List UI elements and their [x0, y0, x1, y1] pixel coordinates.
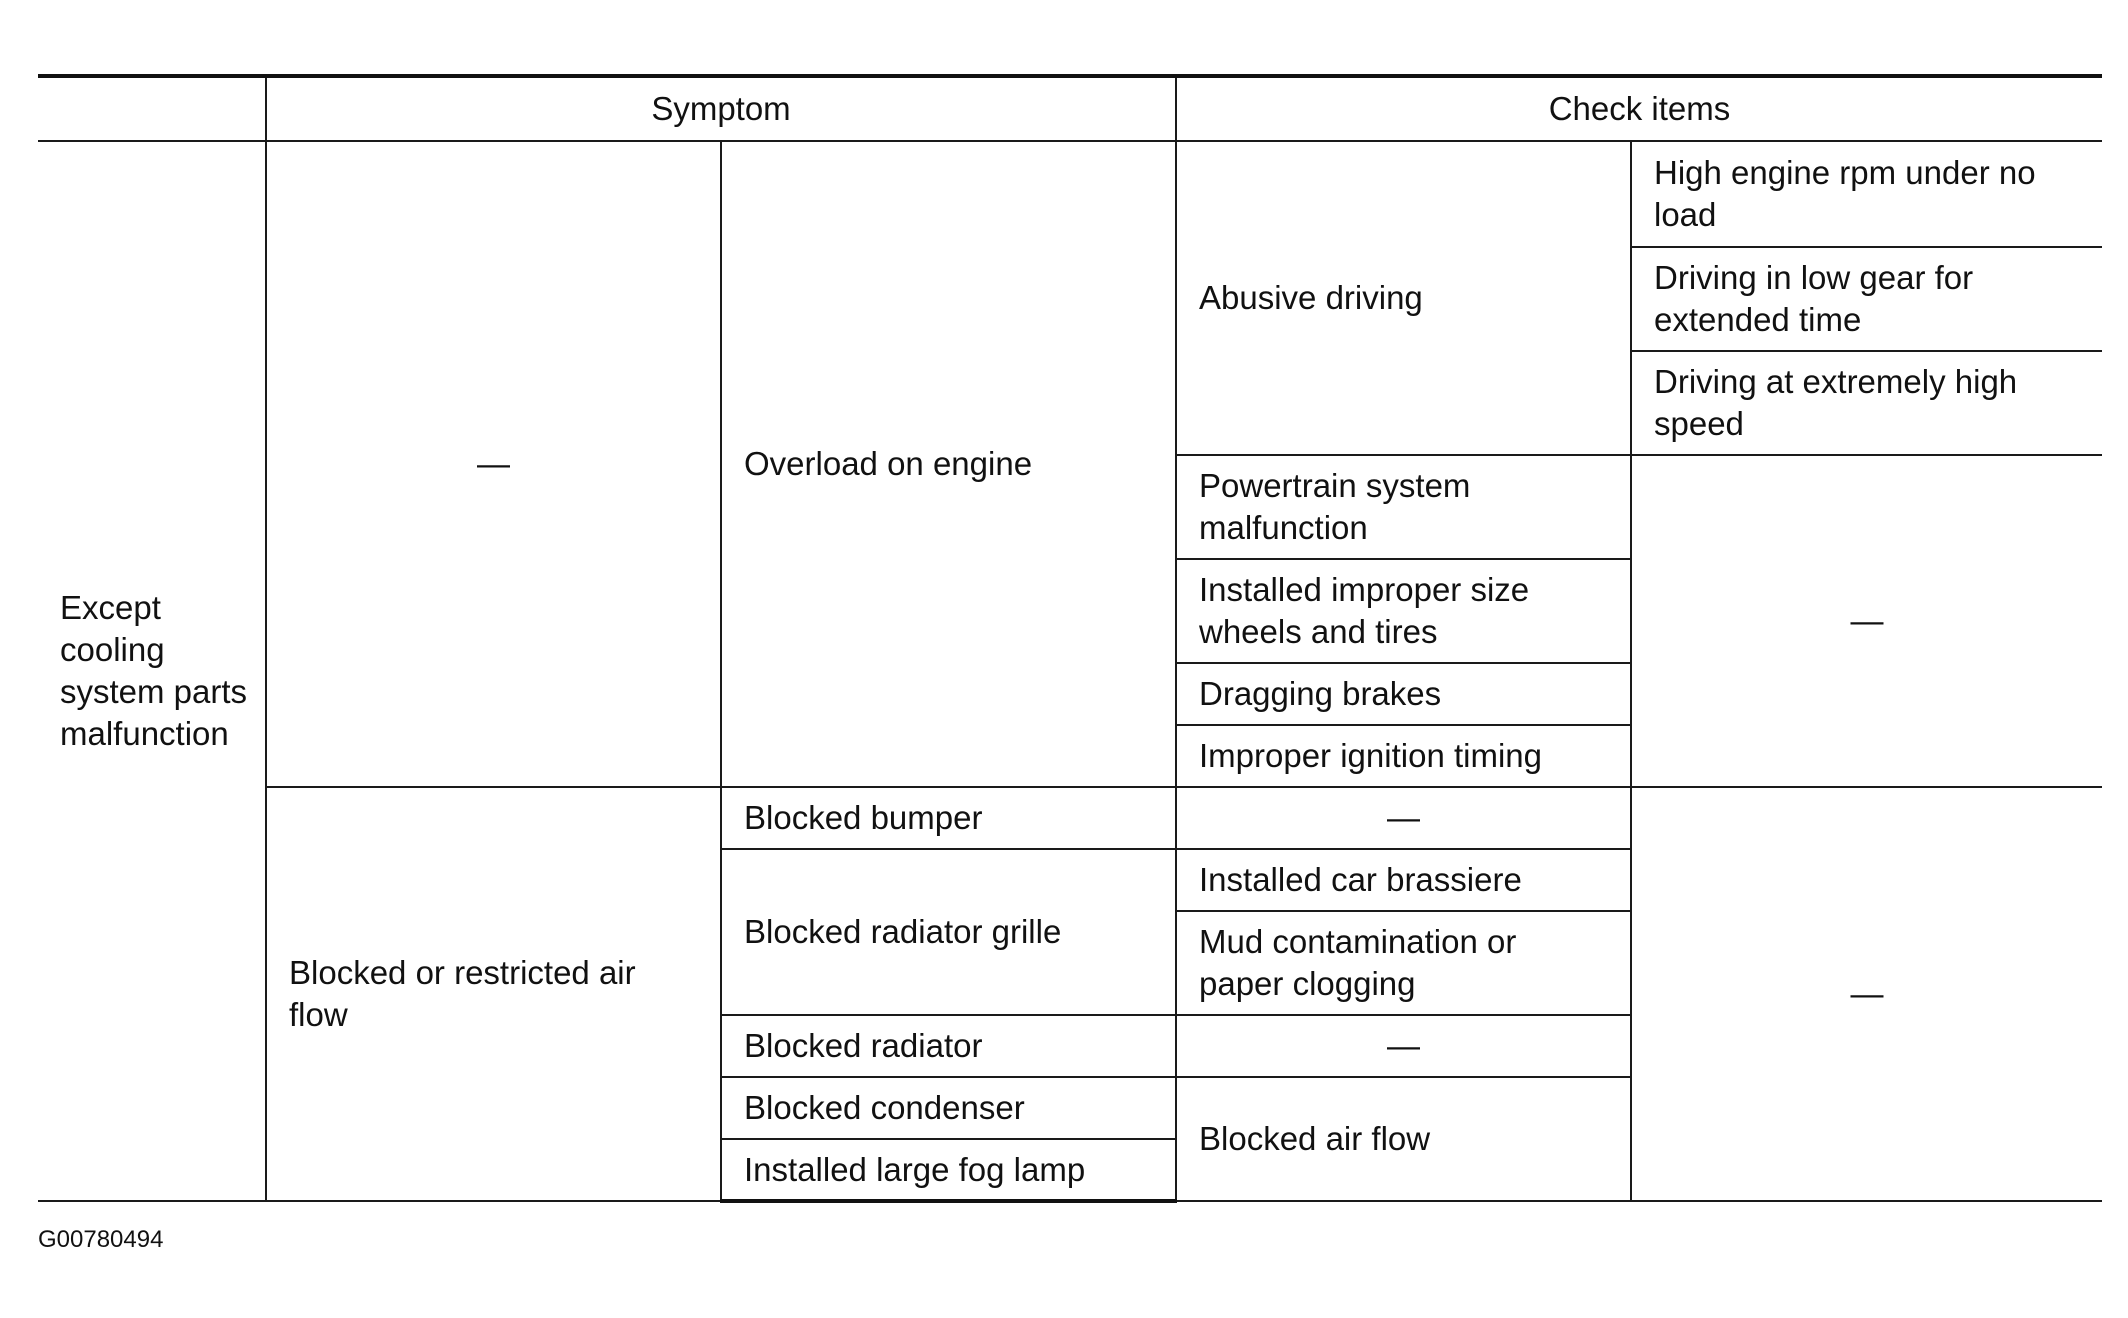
abusive-driving: Abusive driving	[1176, 141, 1631, 455]
abusive-item-1: High engine rpm under no load	[1631, 141, 2102, 247]
blocked-air-flow: Blocked air flow	[1176, 1077, 1631, 1201]
header-check-items: Check items	[1176, 76, 2102, 141]
blocked-condenser: Blocked condenser	[721, 1077, 1176, 1139]
ignition-timing: Improper ignition timing	[1176, 725, 1631, 787]
blocked-grille: Blocked radiator grille	[721, 849, 1176, 1015]
category-text: Except cooling system parts malfunction	[60, 589, 248, 752]
large-fog-lamp: Installed large fog lamp	[721, 1139, 1176, 1201]
header-blank	[38, 76, 266, 141]
abusive-item-3: Driving at extremely high speed	[1631, 351, 2102, 455]
table-row	[38, 787, 2102, 849]
abusive-item-2: Driving in low gear for extended time	[1631, 247, 2102, 351]
car-brassiere: Installed car brassiere	[1176, 849, 1631, 911]
group1-dash: —	[266, 141, 721, 787]
blocked-radiator: Blocked radiator	[721, 1015, 1176, 1077]
table-row	[38, 141, 2102, 247]
group2-symptom: Blocked or restricted air flow	[266, 787, 721, 1201]
group1-right-dash: —	[1631, 455, 2102, 787]
cooling-diagnosis-table	[38, 74, 2102, 1203]
powertrain: Powertrain system malfunction	[1176, 455, 1631, 559]
header-symptom: Symptom	[266, 76, 1176, 141]
wheels-tires: Installed improper size wheels and tires	[1176, 559, 1631, 663]
radiator-check-dash: —	[1176, 1015, 1631, 1077]
dragging-brakes: Dragging brakes	[1176, 663, 1631, 725]
header-row	[38, 76, 2102, 141]
category-cell	[38, 141, 266, 1201]
bumper-check-dash: —	[1176, 787, 1631, 849]
blocked-bumper: Blocked bumper	[721, 787, 1176, 849]
group1-symptom: Overload on engine	[721, 141, 1176, 787]
group2-right-dash: —	[1631, 787, 2102, 1201]
mud-contamination: Mud contamination or paper clogging	[1176, 911, 1631, 1015]
figure-code: G00780494	[38, 1226, 164, 1253]
